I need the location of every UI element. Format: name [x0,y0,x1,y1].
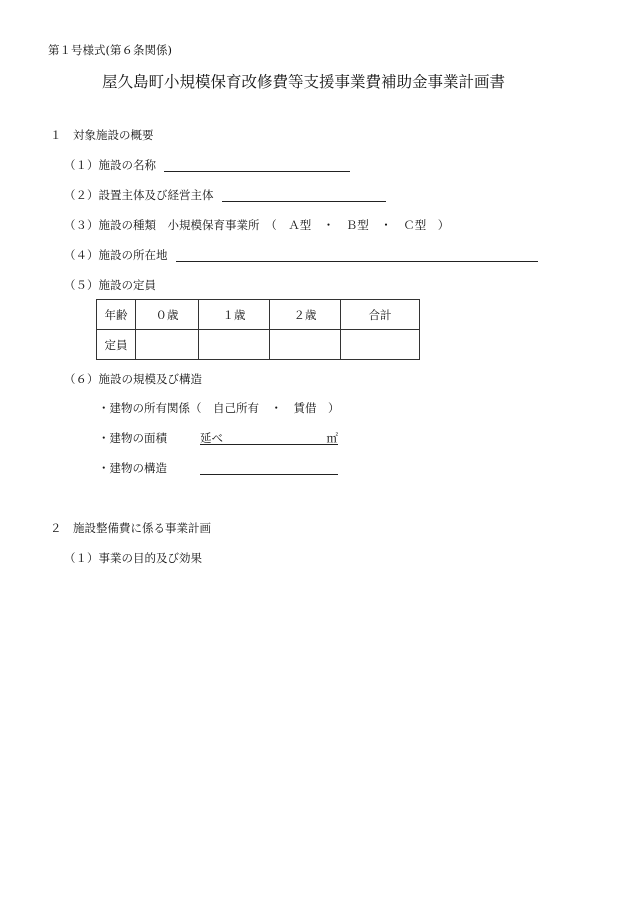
table-row-label-capacity: 定員 [97,330,136,360]
capacity-age1-cell[interactable] [199,330,270,360]
table-header-total: 合計 [341,300,420,330]
capacity-header-row [97,300,420,330]
area-prefix: 延べ [200,431,223,445]
capacity-age2-cell[interactable] [270,330,341,360]
section1-heading: １ 対象施設の概要 [50,128,154,142]
facility-address-field[interactable] [176,248,538,262]
purpose-effect-label: （１）事業の目的及び効果 [64,551,202,565]
table-header-age0: ０歳 [136,300,199,330]
capacity-total-cell[interactable] [341,330,420,360]
capacity-value-row [97,330,420,360]
scale-structure-label: （６）施設の規模及び構造 [64,372,202,386]
area-unit: ㎡ [326,431,338,445]
form-number: 第１号様式(第６条関係) [48,43,172,57]
table-header-age1: １歳 [199,300,270,330]
building-area-field[interactable] [200,430,338,445]
facility-name-field[interactable] [164,158,350,172]
building-structure-label: ・建物の構造 [98,461,167,475]
table-header-age: 年齢 [97,300,136,330]
document-title: 屋久島町小規模保育改修費等支援事業費補助金事業計画書 [102,73,506,91]
facility-type-label: （３）施設の種類 小規模保育事業所 （ Ａ型 ・ Ｂ型 ・ Ｃ型 ） [64,218,450,232]
facility-name-label: （１）施設の名称 [64,158,156,172]
ownership-label: ・建物の所有関係（ 自己所有 ・ 賃借 ） [98,401,340,415]
building-area-label: ・建物の面積 [98,431,167,445]
building-structure-field[interactable] [200,461,338,475]
operator-label: （２）設置主体及び経営主体 [64,188,214,202]
capacity-label: （５）施設の定員 [64,278,156,292]
section2-heading: ２ 施設整備費に係る事業計画 [50,521,211,535]
facility-address-label: （４）施設の所在地 [64,248,168,262]
capacity-table [96,299,420,360]
operator-field[interactable] [222,188,386,202]
table-header-age2: ２歳 [270,300,341,330]
capacity-age0-cell[interactable] [136,330,199,360]
